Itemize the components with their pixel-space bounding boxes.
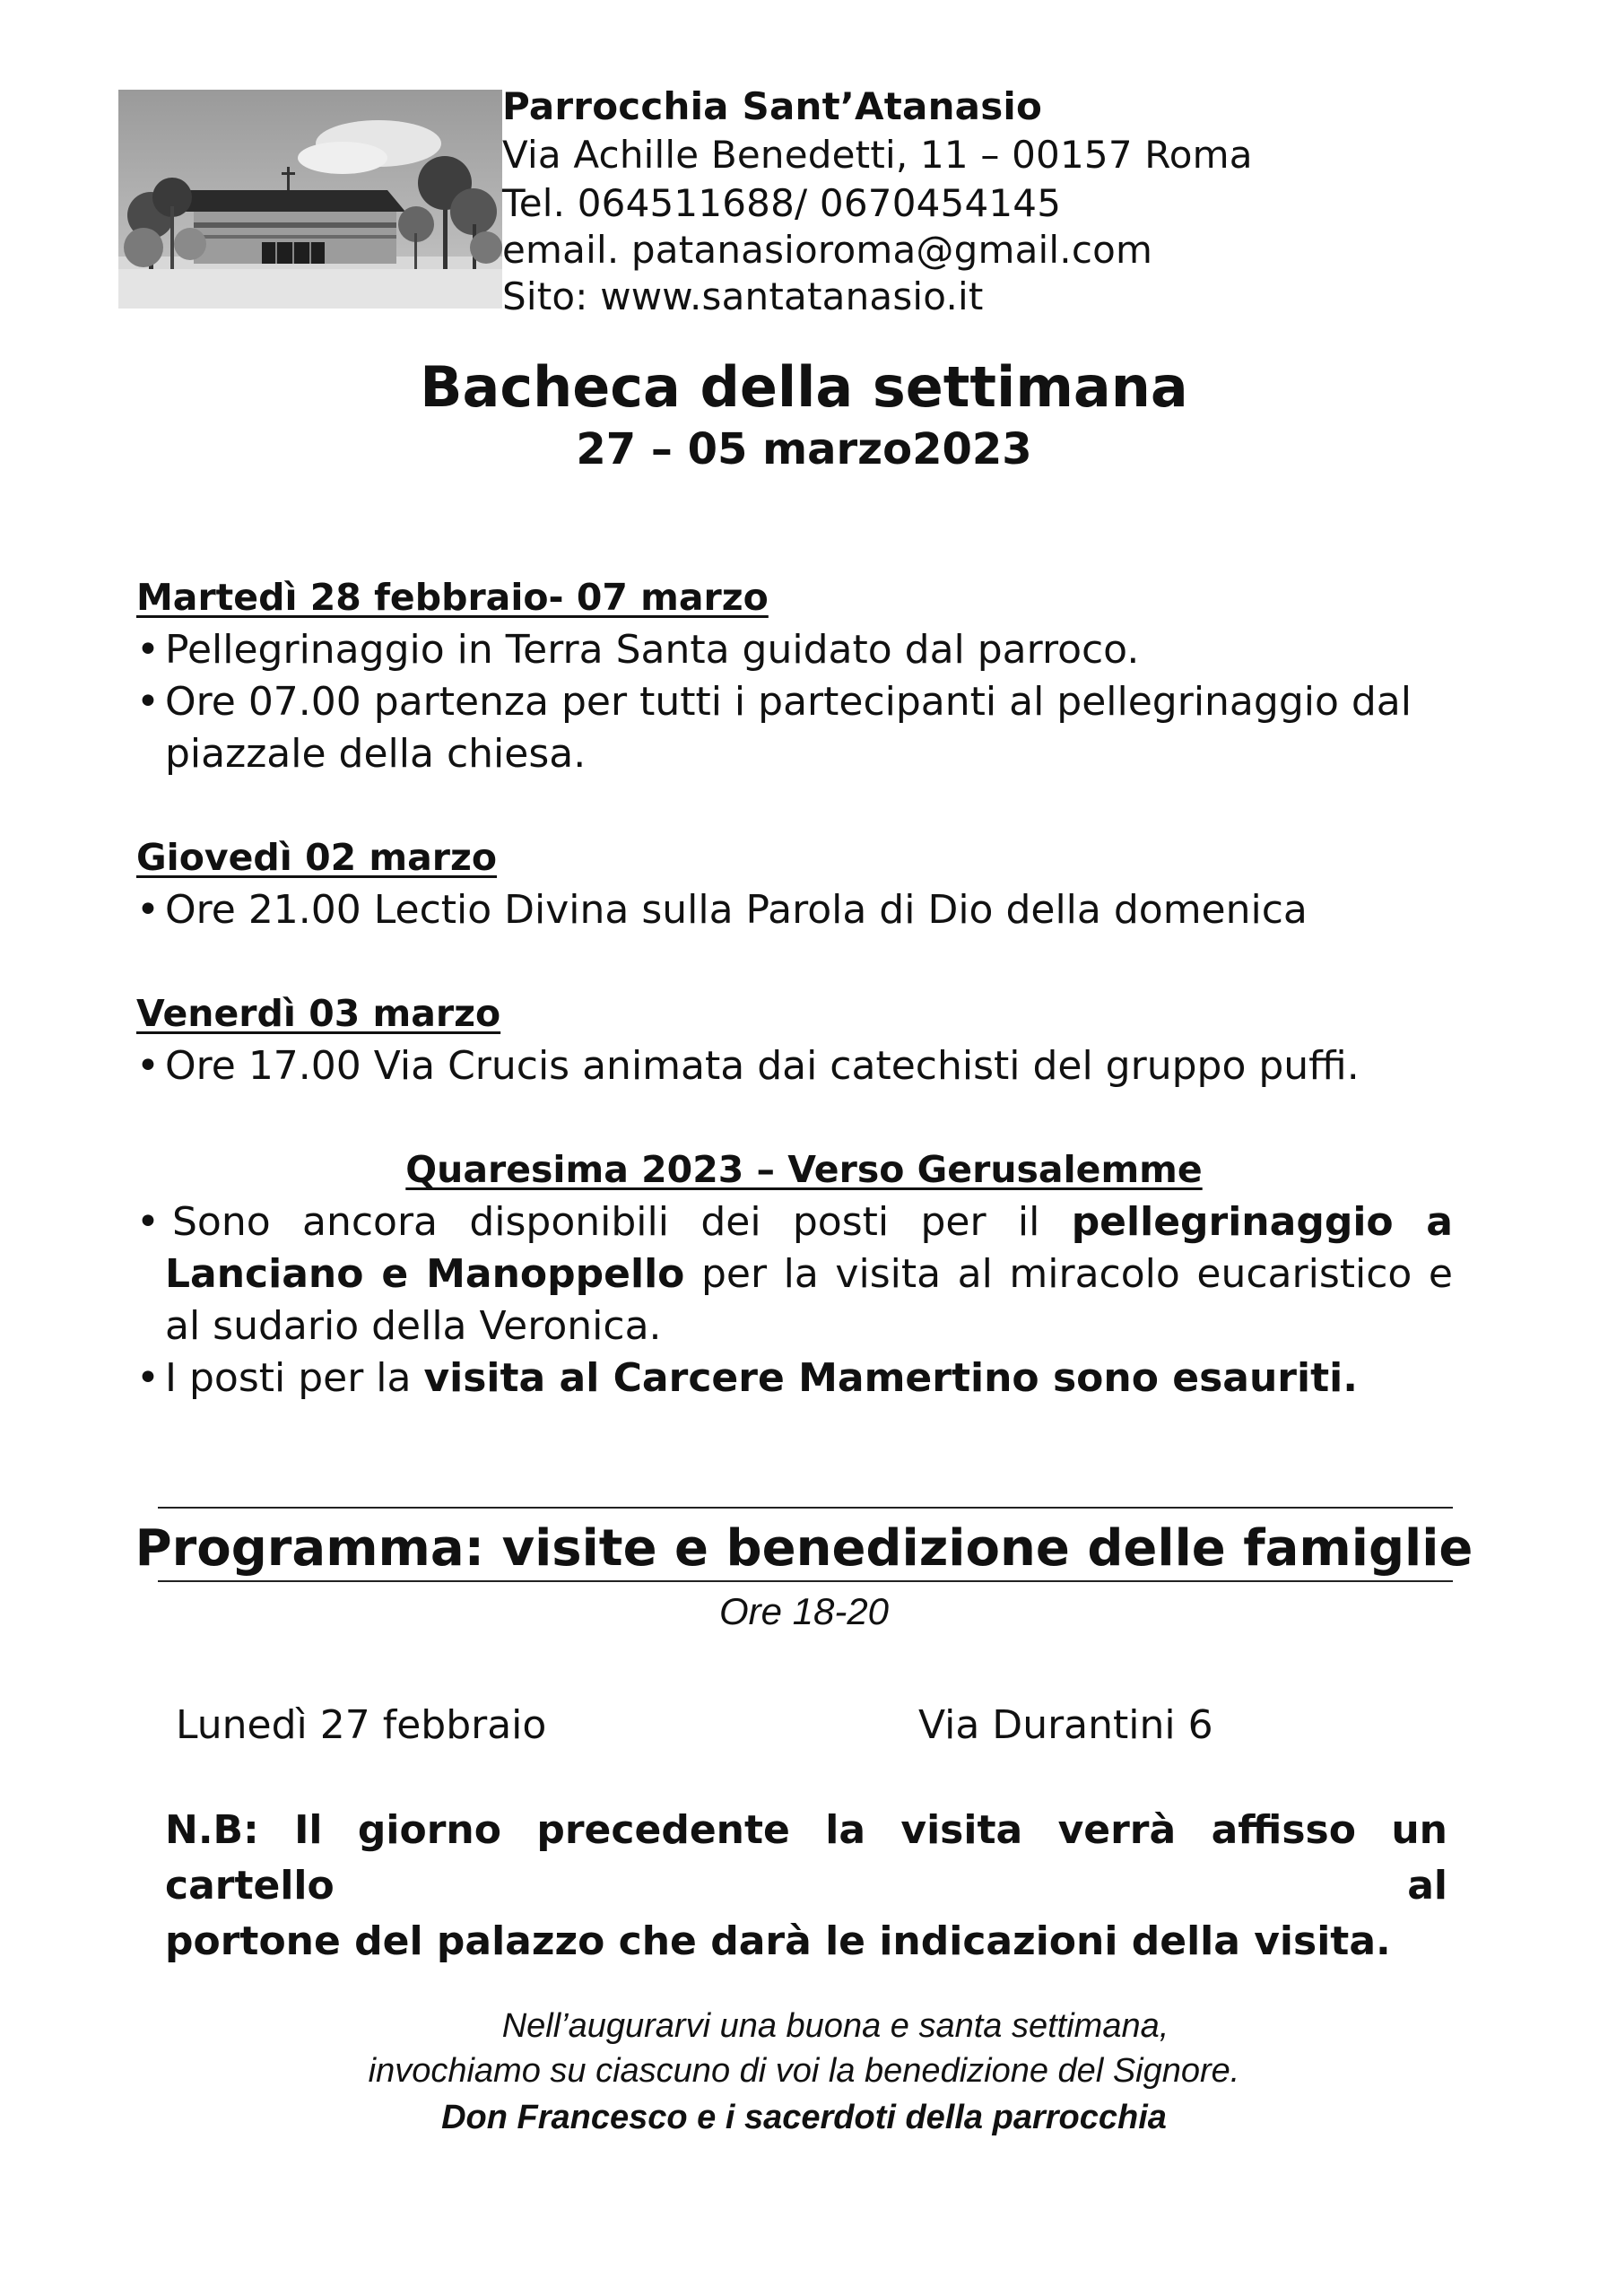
- page-subtitle: 27 – 05 marzo2023: [576, 424, 1032, 474]
- bullet-icon: •: [136, 1199, 160, 1245]
- bullet-icon: •: [136, 1355, 160, 1401]
- section-heading-giovedi: Giovedì 02 marzo: [136, 836, 498, 879]
- closing-line-1: Nell’augurarvi una buona e santa settimana,: [501, 2007, 1169, 2045]
- bullet-icon: •: [136, 679, 160, 725]
- bullet-icon: •: [136, 627, 160, 673]
- parish-name: Parrocchia Sant’Atanasio: [502, 84, 1043, 128]
- closing-signature: Don Francesco e i sacerdoti della parrocchia: [441, 2099, 1167, 2136]
- programme-note: N.B: Il giorno precedente la visita verrà affisso un cartello al portone del palazzo che darà le indicazioni della visita.: [165, 1807, 1447, 1964]
- programme-hours: Ore 18-20: [718, 1590, 890, 1632]
- parish-website: Sito: www.santatanasio.it: [502, 274, 984, 318]
- parish-address: Via Achille Benedetti, 11 – 00157 Roma: [502, 133, 1253, 177]
- programme-title: Programma: visite e benedizione delle famiglie: [135, 1519, 1473, 1578]
- closing-line-2: invochiamo su ciascuno di voi la benedizione del Signore.: [368, 2052, 1240, 2090]
- parish-email: email. patanasioroma@gmail.com: [502, 228, 1153, 272]
- bullet-icon: •: [136, 1043, 160, 1089]
- page-title: Bacheca della settimana: [420, 354, 1188, 420]
- schedule-place: Via Durantini 6: [918, 1702, 1213, 1748]
- section-heading-martedi: Martedì 28 febbraio- 07 marzo: [136, 576, 769, 619]
- divider: [158, 1580, 1453, 1582]
- church-picture-icon: [118, 90, 502, 309]
- schedule-day: Lunedì 27 febbraio: [176, 1702, 547, 1748]
- divider: [158, 1507, 1453, 1509]
- section-heading-venerdi: Venerdì 03 marzo: [136, 992, 501, 1035]
- bullet-icon: •: [136, 887, 160, 933]
- lent-heading: Quaresima 2023 – Verso Gerusalemme: [405, 1148, 1203, 1191]
- parish-phone: Tel. 064511688/ 0670454145: [502, 181, 1062, 225]
- list-item: • Sono ancora disponibili dei posti per il pellegrinaggio a: [136, 1196, 1455, 1248]
